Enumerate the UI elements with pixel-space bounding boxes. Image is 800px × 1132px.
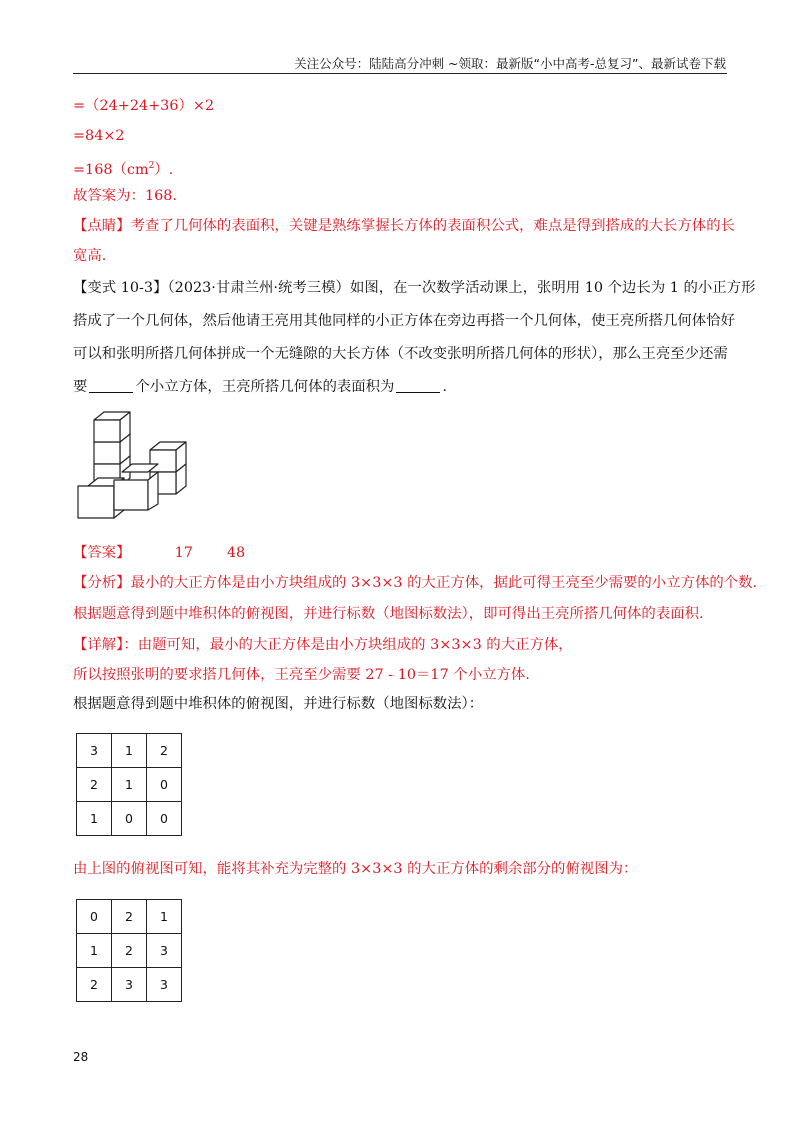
grid-cell: 1 — [77, 934, 112, 968]
analysis-line-2: 根据题意得到题中堆积体的俯视图，并进行标数（地图标数法），即可得出王亮所搭几何体的表面积. — [73, 606, 704, 622]
grid-cell: 0 — [147, 802, 182, 836]
comment-line-2: 宽高. — [73, 248, 107, 264]
grid-cell: 2 — [77, 968, 112, 1002]
grid-cell: 2 — [147, 734, 182, 768]
comment-line-1: 【点睛】考查了几何体的表面积，关键是熟练掌握长方体的表面积公式，难点是得到搭成的大长方体的长 — [73, 218, 735, 234]
grid-cell: 0 — [112, 802, 147, 836]
answer-line: 【答案】 17 48 — [73, 545, 246, 561]
detail-line-2: 所以按照张明的要求搭几何体，王亮至少需要 27 - 10＝17 个小立方体. — [73, 667, 530, 683]
grid-cell: 2 — [112, 900, 147, 934]
top-view-grid — [76, 733, 182, 836]
page-header: 关注公众号：陆陆高分冲刺 ~领取：最新版“小中高考-总复习”、最新试卷下载 — [294, 56, 726, 71]
calc-line-3: $=168(cm^2)$. — [73, 161, 174, 178]
problem-line-1: 【变式 10-3】（2023·甘肃兰州·统考三模）如图，在一次数学活动课上，张明用 10 个边长为 1 的小正方形 — [73, 280, 756, 296]
page-number: 28 — [73, 1050, 89, 1064]
grid-cell: 0 — [147, 768, 182, 802]
problem-line-3: 可以和张明所搭几何体拼成一个无缝隙的大长方体（不改变张明所搭几何体的形状），那么王亮至少还需 — [73, 346, 728, 362]
analysis-line-1: 【分析】最小的大正方体是由小方块组成的 3×3×3 的大正方体，据此可得王亮至少需要的小立方体的个数. — [73, 575, 758, 591]
grid-cell: 3 — [77, 734, 112, 768]
grid-row — [77, 802, 182, 836]
detail-line-3: 根据题意得到题中堆积体的俯视图，并进行标数（地图标数法）： — [73, 696, 484, 712]
grid-cell: 1 — [112, 734, 147, 768]
grid-cell: 1 — [147, 900, 182, 934]
detail-line-1: 【详解】：由题可知，最小的大正方体是由小方块组成的 3×3×3 的大正方体， — [73, 637, 573, 653]
grid-cell: 3 — [112, 968, 147, 1002]
grid-row — [77, 734, 182, 768]
cube-figure — [74, 408, 190, 522]
grid-cell: 2 — [112, 934, 147, 968]
problem-line-4: 要 个小立方体，王亮所搭几何体的表面积为 . — [73, 379, 448, 395]
calc-line-2: =84×2 — [73, 128, 125, 144]
header-rule — [73, 73, 727, 74]
answer-blank-2 — [396, 378, 440, 393]
grid-row — [77, 934, 182, 968]
grid-cell: 3 — [147, 968, 182, 1002]
grid-row — [77, 768, 182, 802]
grid-cell: 0 — [77, 900, 112, 934]
calc-line-1: =（24+24+36）×2 — [73, 98, 215, 114]
answer-blank-1 — [89, 378, 133, 393]
remaining-top-view-grid — [76, 899, 182, 1002]
prev-answer-line: 故答案为：168. — [73, 188, 177, 204]
grid-cell: 1 — [77, 802, 112, 836]
detail-line-4: 由上图的俯视图可知，能将其补充为完整的 3×3×3 的大正方体的剩余部分的俯视图为： — [73, 861, 638, 877]
grid-row — [77, 968, 182, 1002]
problem-line-2: 搭成了一个几何体，然后他请王亮用其他同样的小正方体在旁边再搭一个几何体，使王亮所搭几何体恰好 — [73, 313, 735, 329]
grid-row — [77, 900, 182, 934]
grid-cell: 3 — [147, 934, 182, 968]
grid-cell: 1 — [112, 768, 147, 802]
grid-cell: 2 — [77, 768, 112, 802]
